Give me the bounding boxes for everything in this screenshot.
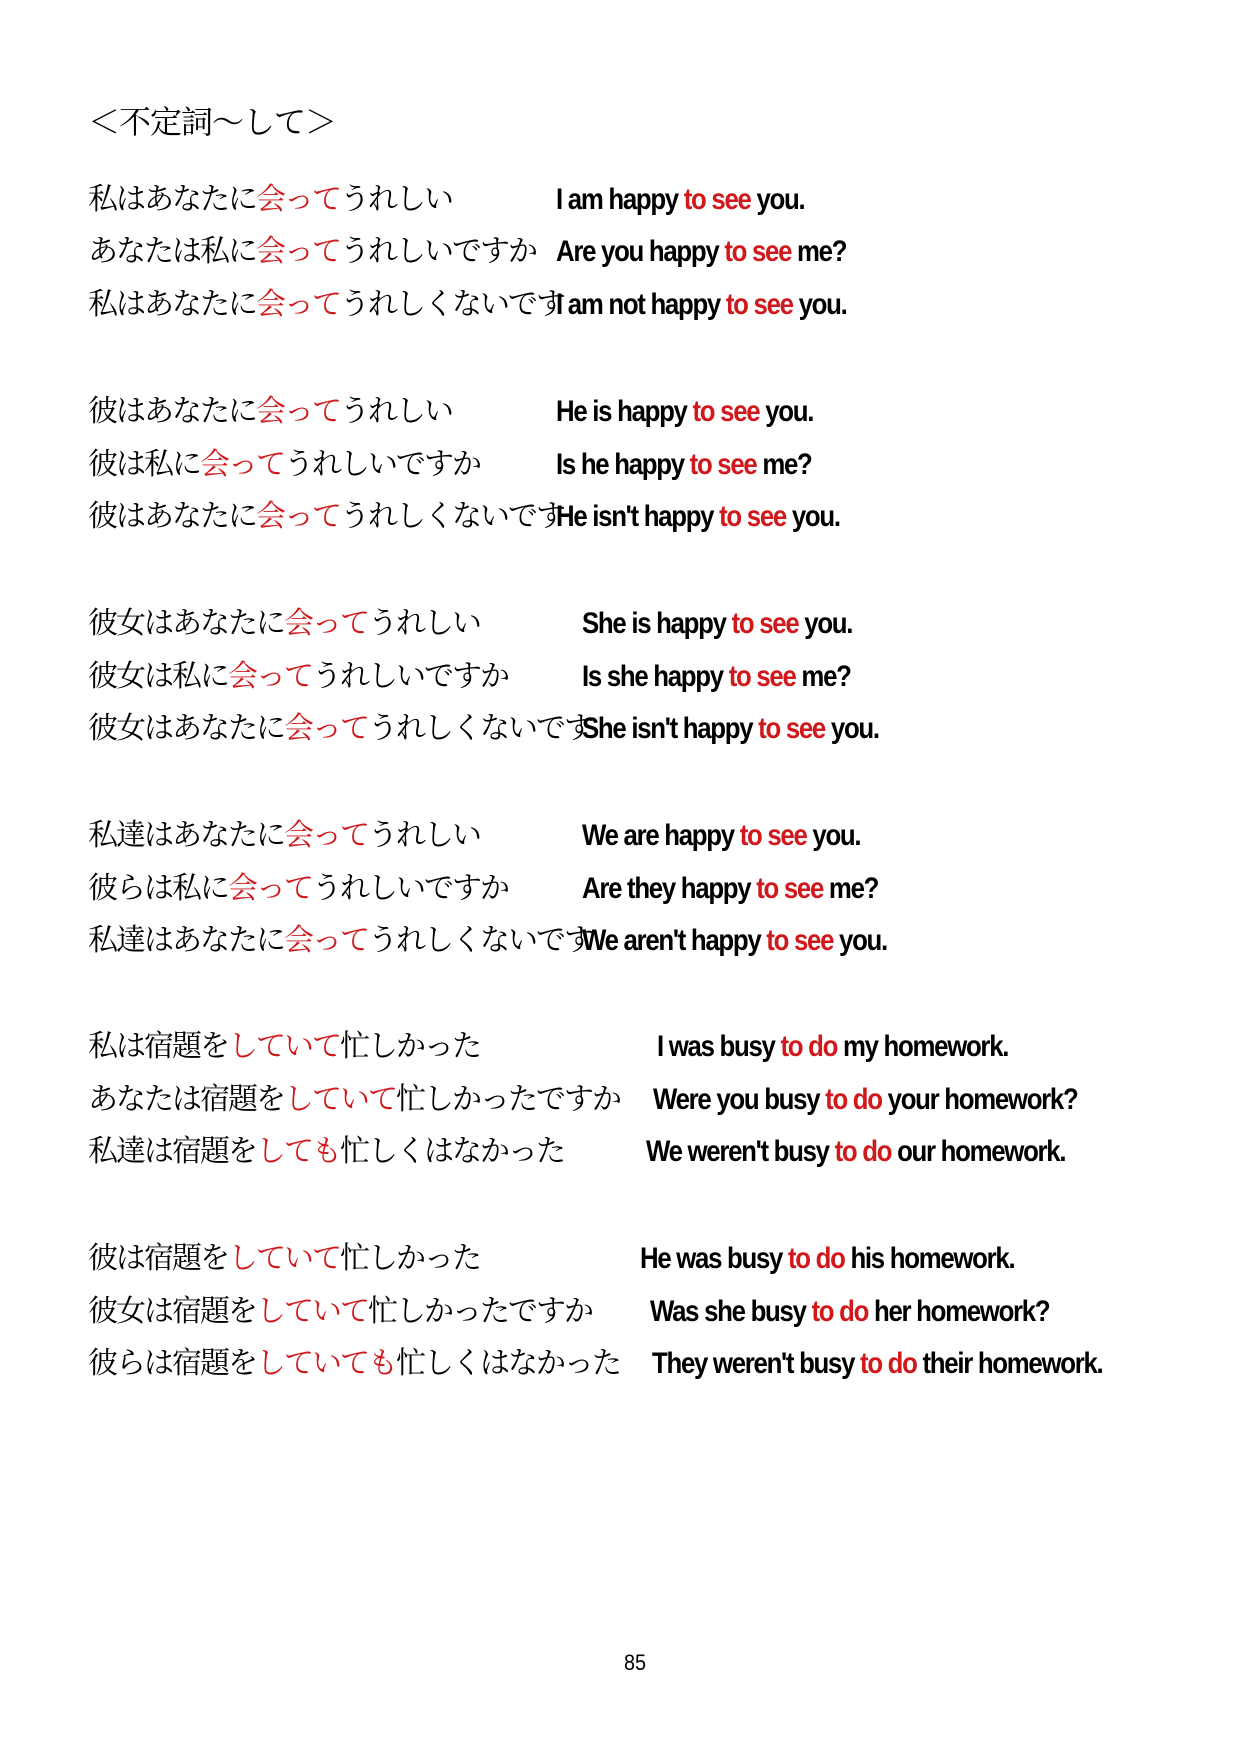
text-segment: He isn't happy: [556, 500, 720, 533]
highlighted-phrase: しても: [256, 1134, 340, 1169]
japanese-sentence: [88, 864, 508, 914]
text-segment: We aren't happy: [582, 924, 767, 957]
highlighted-phrase: していても: [256, 1346, 396, 1381]
english-sentence: [657, 1022, 1008, 1072]
english-sentence: [582, 704, 879, 754]
text-segment: 彼らは私に: [88, 871, 228, 906]
japanese-sentence: [88, 1022, 480, 1072]
sentence-row: [0, 1127, 1240, 1177]
text-segment: 私達はあなたに: [88, 818, 284, 853]
text-segment: うれしいですか: [312, 871, 508, 906]
text-segment: 忙しくはなかった: [396, 1346, 620, 1381]
sentence-row: [0, 387, 1240, 437]
text-segment: 私達は宿題を: [88, 1134, 256, 1169]
sentence-row: [0, 916, 1240, 966]
highlighted-phrase: 会って: [256, 394, 340, 429]
japanese-sentence: [88, 1127, 564, 1177]
japanese-sentence: [88, 599, 480, 649]
text-segment: うれしくないです: [340, 499, 564, 534]
highlighted-phrase: 会って: [228, 871, 312, 906]
english-sentence: [652, 1339, 1102, 1389]
infinitive-phrase: to see: [766, 924, 834, 957]
english-sentence: [646, 1127, 1065, 1177]
infinitive-phrase: to see: [692, 395, 760, 428]
text-segment: my homework.: [837, 1030, 1009, 1063]
infinitive-phrase: to see: [725, 288, 793, 321]
text-segment: 忙しかった: [340, 1029, 480, 1064]
text-segment: you.: [825, 712, 879, 745]
sentence-row: [0, 1075, 1240, 1125]
sentence-row: [0, 652, 1240, 702]
text-segment: you.: [798, 607, 853, 640]
text-segment: うれしい: [368, 606, 480, 641]
infinitive-phrase: to do: [780, 1030, 838, 1063]
sentence-row: [0, 1339, 1240, 1389]
infinitive-phrase: to do: [860, 1347, 917, 1380]
japanese-sentence: [88, 1075, 620, 1125]
text-segment: his homework.: [844, 1242, 1015, 1275]
english-sentence: [556, 492, 840, 542]
highlighted-phrase: していて: [228, 1241, 340, 1276]
text-segment: 私はあなたに: [88, 182, 256, 217]
text-segment: their homework.: [916, 1347, 1103, 1380]
japanese-sentence: [88, 492, 564, 542]
sentence-row: [0, 492, 1240, 542]
infinitive-phrase: to see: [724, 235, 792, 268]
sentence-row: [0, 1287, 1240, 1337]
text-segment: me?: [791, 235, 847, 268]
infinitive-phrase: to see: [683, 183, 751, 216]
text-segment: 私は宿題を: [88, 1029, 228, 1064]
text-segment: うれしいですか: [312, 659, 508, 694]
highlighted-phrase: 会って: [284, 818, 368, 853]
text-segment: you.: [750, 183, 805, 216]
text-segment: 私達はあなたに: [88, 923, 284, 958]
japanese-sentence: [88, 652, 508, 702]
highlighted-phrase: していて: [228, 1029, 340, 1064]
infinitive-phrase: to see: [739, 819, 807, 852]
japanese-sentence: [88, 704, 592, 754]
text-segment: I am not happy: [556, 288, 726, 321]
highlighted-phrase: 会って: [256, 182, 340, 217]
infinitive-phrase: to do: [787, 1242, 845, 1275]
text-segment: her homework?: [868, 1295, 1050, 1328]
text-segment: you.: [806, 819, 861, 852]
infinitive-phrase: to do: [811, 1295, 869, 1328]
english-sentence: [582, 599, 852, 649]
english-sentence: [650, 1287, 1049, 1337]
highlighted-phrase: 会って: [284, 923, 368, 958]
text-segment: 彼は私に: [88, 447, 200, 482]
text-segment: She isn't happy: [582, 712, 759, 745]
text-segment: Was she busy: [650, 1295, 812, 1328]
highlighted-phrase: 会って: [256, 499, 340, 534]
text-segment: you.: [785, 500, 840, 533]
text-segment: 彼は宿題を: [88, 1241, 228, 1276]
text-segment: you.: [833, 924, 887, 957]
text-segment: our homework.: [891, 1135, 1066, 1168]
text-segment: 彼女は私に: [88, 659, 228, 694]
text-segment: 忙しかったですか: [396, 1082, 620, 1117]
text-segment: うれしくないです: [340, 287, 564, 322]
english-sentence: [556, 387, 813, 437]
text-segment: He is happy: [556, 395, 693, 428]
japanese-sentence: [88, 1234, 480, 1284]
text-segment: your homework?: [881, 1083, 1078, 1116]
sentence-row: [0, 811, 1240, 861]
japanese-sentence: [88, 811, 480, 861]
text-segment: I was busy: [657, 1030, 781, 1063]
text-segment: うれしくないです: [368, 711, 592, 746]
page-number: 85: [623, 1650, 647, 1675]
english-sentence: [653, 1075, 1077, 1125]
japanese-sentence: [88, 175, 452, 225]
highlighted-phrase: していて: [256, 1294, 368, 1329]
text-segment: うれしい: [340, 182, 452, 217]
text-segment: 彼らは宿題を: [88, 1346, 256, 1381]
text-segment: 彼はあなたに: [88, 394, 256, 429]
text-segment: 彼女はあなたに: [88, 606, 284, 641]
english-sentence: [582, 916, 887, 966]
text-segment: あなたは宿題を: [88, 1082, 284, 1117]
infinitive-phrase: to do: [825, 1083, 882, 1116]
highlighted-phrase: 会って: [284, 606, 368, 641]
highlighted-phrase: 会って: [200, 447, 284, 482]
japanese-sentence: [88, 916, 592, 966]
infinitive-phrase: to see: [731, 607, 799, 640]
text-segment: Is he happy: [556, 448, 690, 481]
infinitive-phrase: to see: [756, 872, 824, 905]
text-segment: We are happy: [582, 819, 740, 852]
infinitive-phrase: to do: [834, 1135, 892, 1168]
english-sentence: [556, 440, 812, 490]
sentence-row: [0, 440, 1240, 490]
english-sentence: [582, 811, 860, 861]
text-segment: Are you happy: [556, 235, 725, 268]
highlighted-phrase: 会って: [256, 234, 340, 269]
text-segment: I am happy: [556, 183, 684, 216]
highlighted-phrase: 会って: [256, 287, 340, 322]
japanese-sentence: [88, 440, 480, 490]
sentence-row: [0, 864, 1240, 914]
text-segment: He was busy: [640, 1242, 788, 1275]
text-segment: 彼はあなたに: [88, 499, 256, 534]
text-segment: 彼女はあなたに: [88, 711, 284, 746]
text-segment: We weren't busy: [646, 1135, 835, 1168]
highlighted-phrase: 会って: [228, 659, 312, 694]
text-segment: うれしくないです: [368, 923, 592, 958]
page-title: ＜不定詞〜して＞: [88, 103, 337, 141]
text-segment: Were you busy: [653, 1083, 826, 1116]
english-sentence: [556, 280, 846, 330]
infinitive-phrase: to see: [758, 712, 826, 745]
text-segment: うれしい: [340, 394, 452, 429]
english-sentence: [556, 227, 846, 277]
text-segment: 忙しくはなかった: [340, 1134, 564, 1169]
text-segment: うれしいですか: [340, 234, 536, 269]
text-segment: me?: [823, 872, 879, 905]
text-segment: you.: [792, 288, 847, 321]
english-sentence: [582, 864, 878, 914]
sentence-row: [0, 175, 1240, 225]
sentence-row: [0, 599, 1240, 649]
text-segment: 忙しかったですか: [368, 1294, 592, 1329]
text-segment: 忙しかった: [340, 1241, 480, 1276]
infinitive-phrase: to see: [728, 660, 796, 693]
text-segment: They weren't busy: [652, 1347, 861, 1380]
text-segment: 私はあなたに: [88, 287, 256, 322]
text-segment: 彼女は宿題を: [88, 1294, 256, 1329]
sentence-row: [0, 1234, 1240, 1284]
text-segment: Are they happy: [582, 872, 757, 905]
highlighted-phrase: していて: [284, 1082, 396, 1117]
sentence-row: [0, 1022, 1240, 1072]
japanese-sentence: [88, 227, 536, 277]
japanese-sentence: [88, 280, 564, 330]
sentence-row: [0, 227, 1240, 277]
text-segment: me?: [795, 660, 851, 693]
sentence-row: [0, 280, 1240, 330]
english-sentence: [582, 652, 851, 702]
japanese-sentence: [88, 1339, 620, 1389]
text-segment: うれしい: [368, 818, 480, 853]
text-segment: うれしいですか: [284, 447, 480, 482]
infinitive-phrase: to see: [719, 500, 786, 533]
english-sentence: [556, 175, 804, 225]
sentence-row: [0, 704, 1240, 754]
highlighted-phrase: 会って: [284, 711, 368, 746]
text-segment: She is happy: [582, 607, 732, 640]
japanese-sentence: [88, 1287, 592, 1337]
japanese-sentence: [88, 387, 452, 437]
text-segment: you.: [759, 395, 814, 428]
english-sentence: [640, 1234, 1014, 1284]
infinitive-phrase: to see: [689, 448, 757, 481]
text-segment: me?: [756, 448, 812, 481]
text-segment: あなたは私に: [88, 234, 256, 269]
text-segment: Is she happy: [582, 660, 729, 693]
